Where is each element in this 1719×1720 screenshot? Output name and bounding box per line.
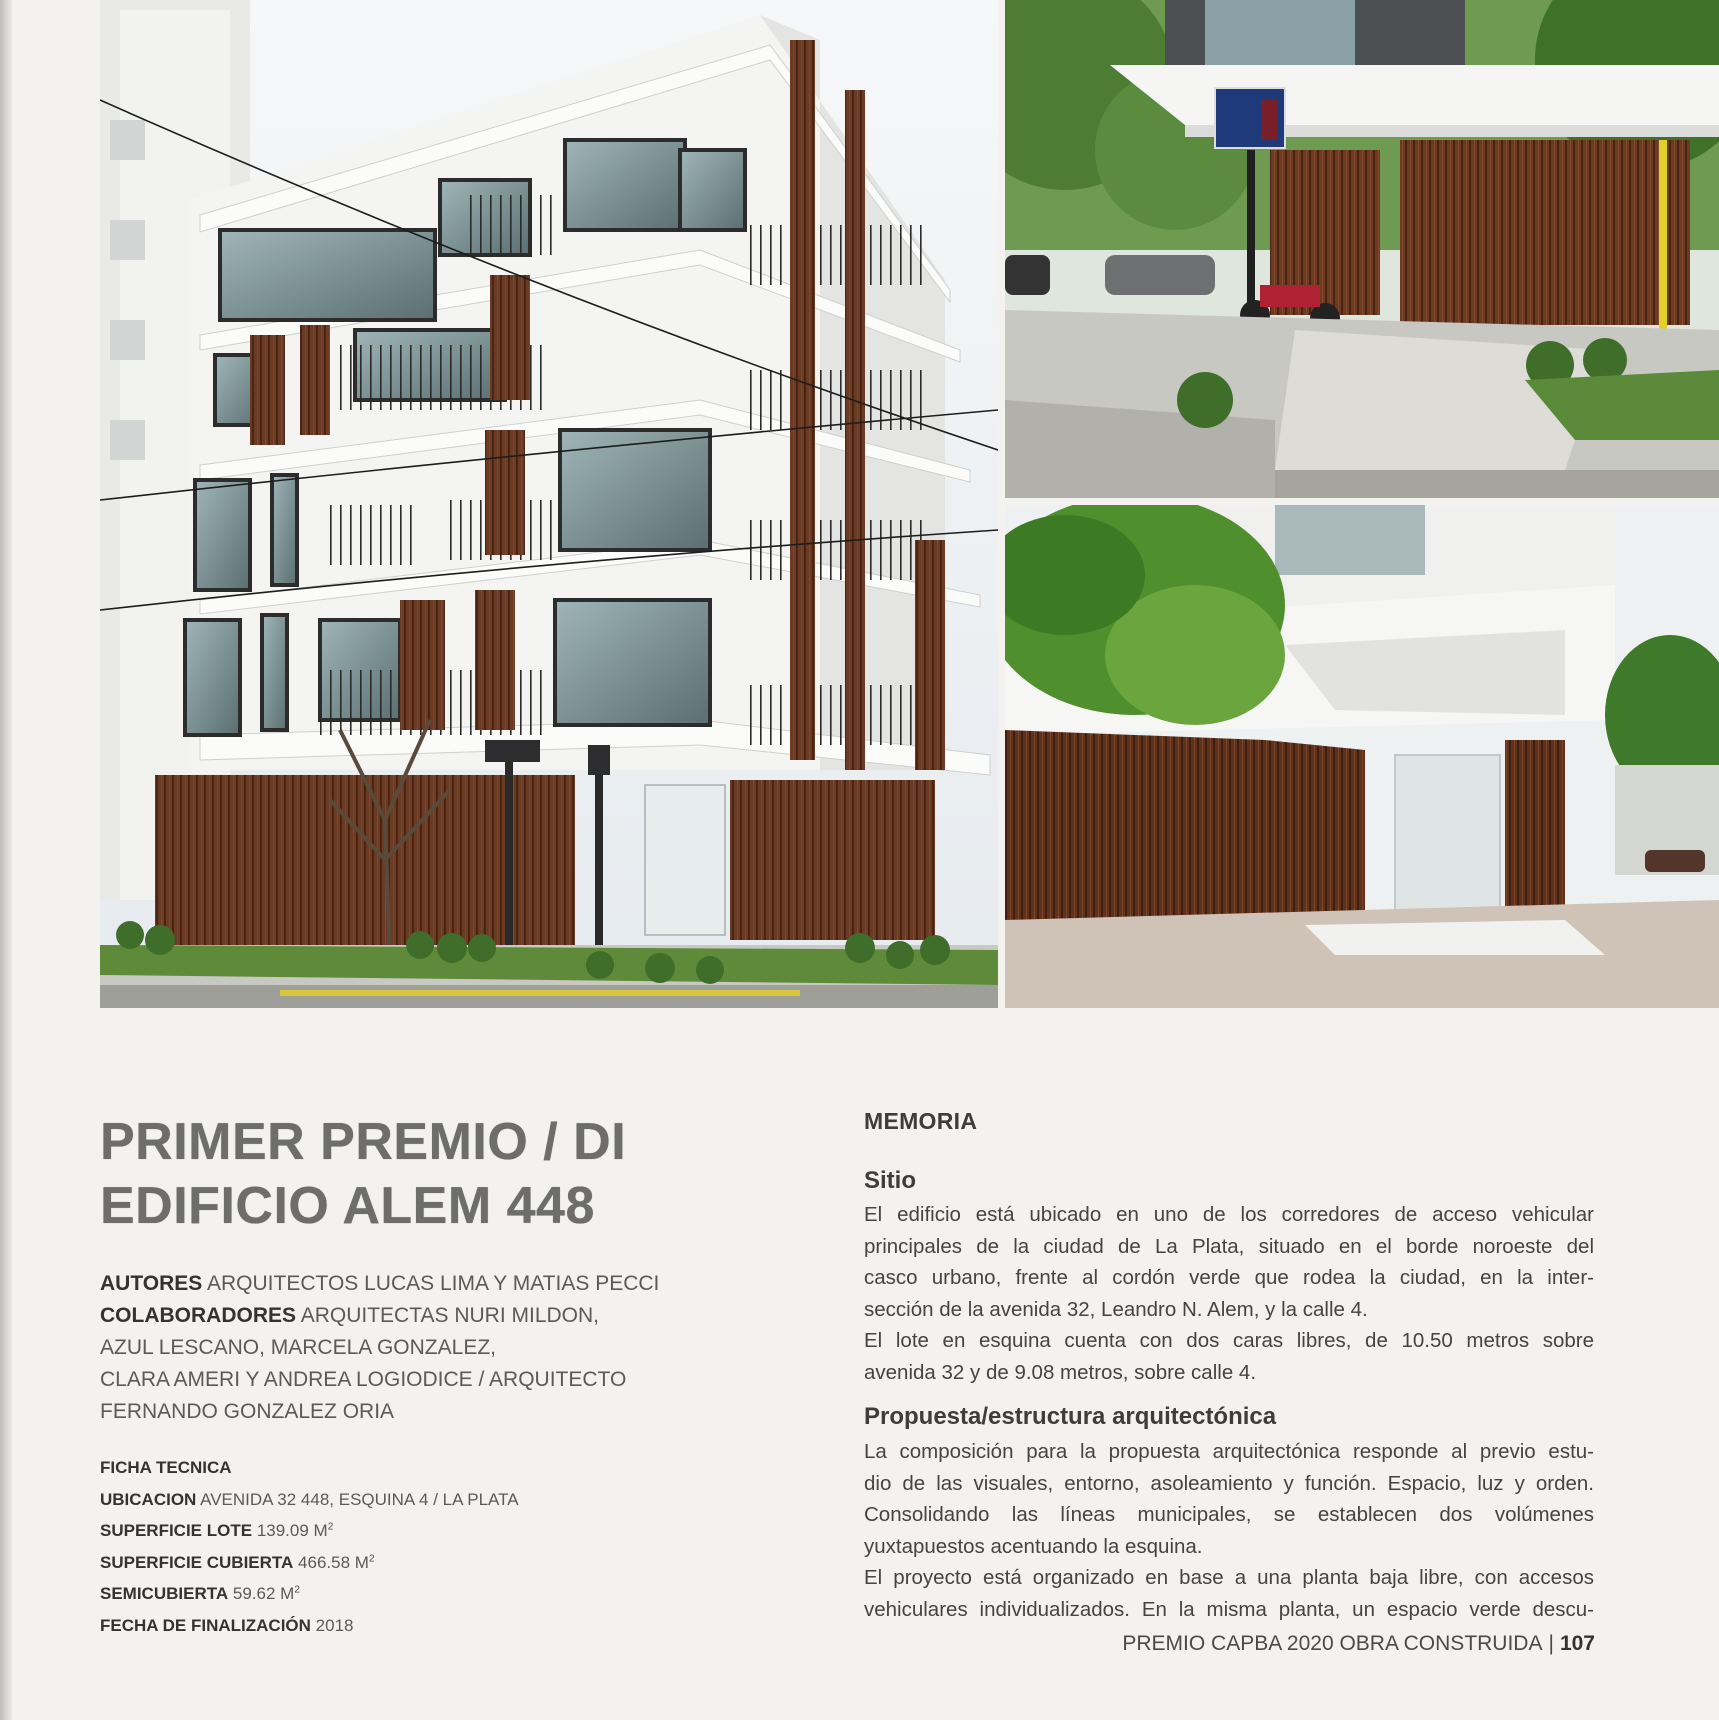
propuesta-line: vehiculares individualizados. En la misma planta, un espacio verde descu- [864,1597,1594,1621]
article-title [100,1110,740,1238]
sitio-line: El edificio está ubicado en uno de los corredores de acceso vehicular [864,1203,1594,1226]
ficha-superficie-lote [100,1515,740,1547]
unit-exponent: 2 [294,1584,300,1596]
ficha-ubicacion [100,1484,740,1516]
sitio-line: casco urbano, frente al cordón verde que rodea la ciudad, en la inter- [864,1266,1594,1289]
fecha-value: 2018 [315,1615,354,1635]
footer-separator: | [1548,1632,1554,1655]
autores-line [100,1268,740,1300]
ficha-superficie-cubierta [100,1547,740,1579]
propuesta-line: yuxtapuestos acentuando la esquina. [864,1534,1203,1558]
sitio-line: El lote en esquina cuenta con dos caras libres, de 10.50 metros sobre [864,1329,1594,1352]
autores-label: AUTORES [100,1272,203,1295]
colaboradores-line [100,1300,740,1332]
propuesta-heading: Propuesta/estructura arquitectónica [864,1403,1277,1430]
colaboradores-value-3: CLARA AMERI Y ANDREA LOGIODICE / ARQUITECTO [100,1368,627,1391]
sitio-heading: Sitio [864,1167,916,1194]
superficie-cubierta-value: 466.58 M [298,1552,369,1572]
superficie-lote-label: SUPERFICIE LOTE [100,1521,253,1540]
propuesta-line: La composición para la propuesta arquitectónica responde al previo estu- [864,1440,1594,1463]
ficha-tecnica [100,1452,740,1641]
superficie-lote-value: 139.09 M [256,1521,328,1540]
propuesta-line: dio de las visuales, entorno, asoleamiento y función. Espacio, luz y orden. [864,1471,1594,1495]
semicubierta-label: SEMICUBIERTA [100,1584,229,1603]
sitio-paragraph [864,1199,1594,1388]
autores-value: ARQUITECTOS LUCAS LIMA Y MATIAS PECCI [206,1272,660,1295]
ficha-heading: FICHA TECNICA [100,1458,232,1477]
propuesta-line: Consolidando las líneas municipales, se establecen dos volúmenes [864,1503,1594,1526]
unit-exponent: 2 [368,1552,375,1564]
colaboradores-value-2: AZUL LESCANO, MARCELA GONZALEZ, [100,1336,496,1359]
sitio-line: sección de la avenida 32, Leandro N. Alem, y la calle 4. [864,1297,1368,1321]
colaboradores-value-4: FERNANDO GONZALEZ ORIA [100,1400,395,1423]
sitio-line: principales de la ciudad de La Plata, situado en el borde noroeste del [864,1234,1594,1258]
ubicacion-value: AVENIDA 32 448, ESQUINA 4 / LA PLATA [200,1489,519,1509]
ubicacion-label: UBICACION [100,1489,197,1509]
colaboradores-label: COLABORADORES [100,1304,297,1327]
superficie-cubierta-label: SUPERFICIE CUBIERTA [100,1552,294,1572]
fecha-label: FECHA DE FINALIZACIÓN [100,1615,311,1635]
entrance-canopy-street-photo [1005,0,1719,498]
title-line-1: PRIMER PREMIO / DI [100,1113,627,1171]
title-line-2: EDIFICIO ALEM 448 [100,1177,595,1235]
memoria-heading: MEMORIA [864,1108,978,1134]
colaboradores-value-1: ARQUITECTAS NURI MILDON, [300,1304,599,1327]
footer-text: PREMIO CAPBA 2020 OBRA CONSTRUIDA [1122,1632,1543,1655]
propuesta-paragraph [864,1436,1594,1625]
semicubierta-value: 59.62 M [232,1584,295,1603]
ficha-fecha [100,1610,740,1642]
wood-cladding-entrance-photo [1005,505,1719,1008]
page-edge [0,0,12,1720]
page-footer [1122,1632,1595,1656]
unit-exponent: 2 [327,1521,334,1533]
ficha-semicubierta [100,1578,740,1610]
credits-block [100,1268,740,1428]
building-corner-facade-photo [100,0,998,1008]
page-number: 107 [1559,1632,1595,1655]
propuesta-line: El proyecto está organizado en base a una planta baja libre, con accesos [864,1566,1594,1589]
sitio-line: avenida 32 y de 9.08 metros, sobre calle 4. [864,1360,1257,1384]
